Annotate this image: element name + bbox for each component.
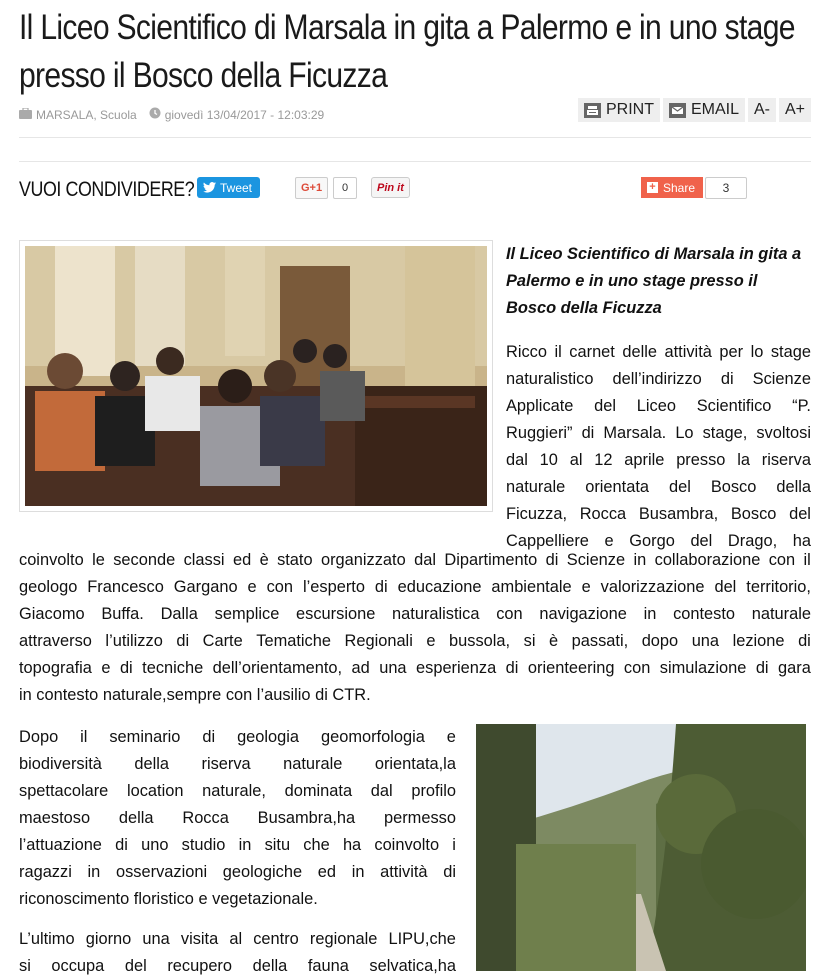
text-line: naturale orientata del Bosco della (506, 478, 811, 496)
text-line: spettacolare location naturale, dominata dal profilo (19, 782, 456, 800)
text-line: coinvolto le seconde classi ed è stato organizzato dal Dipartimento di Scienze in collaborazione con il (19, 551, 811, 569)
article-meta (19, 107, 324, 122)
share-count: 3 (705, 177, 747, 199)
text-line: in contesto naturale,sempre con l’ausilio di CTR. (19, 686, 371, 704)
gplus-count: 0 (333, 177, 357, 199)
share-label: VUOI CONDIVIDERE? (19, 178, 195, 201)
text-line: maestoso della Rocca Busambra,ha permesso (19, 809, 456, 827)
text-line: ragazzi in osservazioni geologiche ed in attività di (19, 863, 456, 881)
article-paragraph-side (506, 339, 811, 555)
divider (19, 161, 811, 162)
clock-icon (149, 107, 161, 122)
pinit-button[interactable]: Pin it (371, 177, 410, 198)
text-line: Applicate del Liceo Scientifico “P. (506, 397, 811, 415)
text-line: riconoscimento floristico e vegetazionale. (19, 890, 318, 908)
share-button-label: Share (663, 180, 696, 195)
divider (19, 137, 811, 138)
text-line: biodiversità della riserva naturale orientata,la (19, 755, 456, 773)
text-line: Cappelliere e Gorgo del Drago, ha (506, 532, 811, 550)
article-tools (578, 98, 811, 122)
email-button[interactable] (663, 98, 745, 122)
print-button[interactable] (578, 98, 660, 122)
article-subtitle: Il Liceo Scientifico di Marsala in gita a Palermo e in uno stage presso il Bosco della Ficuzza (506, 245, 802, 317)
text-line: naturalistico dell’indirizzo di Scienze (506, 370, 811, 388)
email-label: EMAIL (690, 101, 739, 118)
text-line: l’attuazione di uno studio in situ che ha coinvolto i (19, 836, 456, 854)
twitter-bird-icon (203, 182, 216, 193)
share-button[interactable] (641, 177, 703, 198)
print-label: PRINT (605, 101, 654, 118)
font-decrease-button[interactable]: A- (748, 98, 776, 122)
gplus-button[interactable]: G+1 (295, 177, 328, 199)
article-paragraph-full (19, 547, 811, 709)
font-increase-button[interactable]: A+ (779, 98, 811, 122)
article-title: Il Liceo Scientifico di Marsala in gita a Palermo e in uno stage presso il Bosco della Ficuzza (19, 8, 795, 95)
text-line: geologo Francesco Gargano e con l’esperto di educazione ambientale e valorizzazione del territorio, (19, 578, 811, 596)
article-date: giovedì 13/04/2017 - 12:03:29 (164, 107, 325, 122)
envelope-icon (669, 103, 691, 118)
article-category[interactable]: MARSALA, Scuola (36, 107, 137, 122)
text-line: Ruggieri” di Marsala. Lo stage, svoltosi (506, 424, 811, 442)
briefcase-icon (19, 108, 32, 122)
text-line: Ficuzza, Rocca Busambra, Bosco del (506, 505, 811, 523)
plus-icon: + (647, 182, 658, 193)
share-bar (19, 170, 811, 210)
text-line: attraverso l’utilizzo di Carte Tematiche Regionali e bussola, si è passati, dopo una lezione di (19, 632, 811, 650)
text-line: si occupa del recupero della fauna selvatica,ha (19, 957, 456, 975)
printer-icon (584, 103, 606, 118)
tweet-button[interactable] (197, 177, 260, 198)
tweet-label: Tweet (220, 180, 253, 195)
article-photo-forest[interactable] (476, 724, 806, 971)
text-line: Ricco il carnet delle attività per lo stage (506, 343, 811, 361)
text-line: L’ultimo giorno una visita al centro regionale LIPU,che (19, 930, 456, 948)
article-paragraph-2 (19, 724, 456, 913)
text-line: Dopo il seminario di geologia geomorfologia e (19, 728, 456, 746)
text-line: Giacomo Buffa. Dalla semplice escursione naturalistica con navigazione in contesto naturale (19, 605, 811, 623)
text-line: topografia e di tecniche dell’orientamento, ad una esperienza di orienteering con simulazione di gara (19, 659, 811, 677)
text-line: dal 10 al 12 aprile presso la riserva (506, 451, 811, 469)
article-paragraph-3 (19, 926, 456, 980)
article-photo-students[interactable] (19, 240, 493, 512)
